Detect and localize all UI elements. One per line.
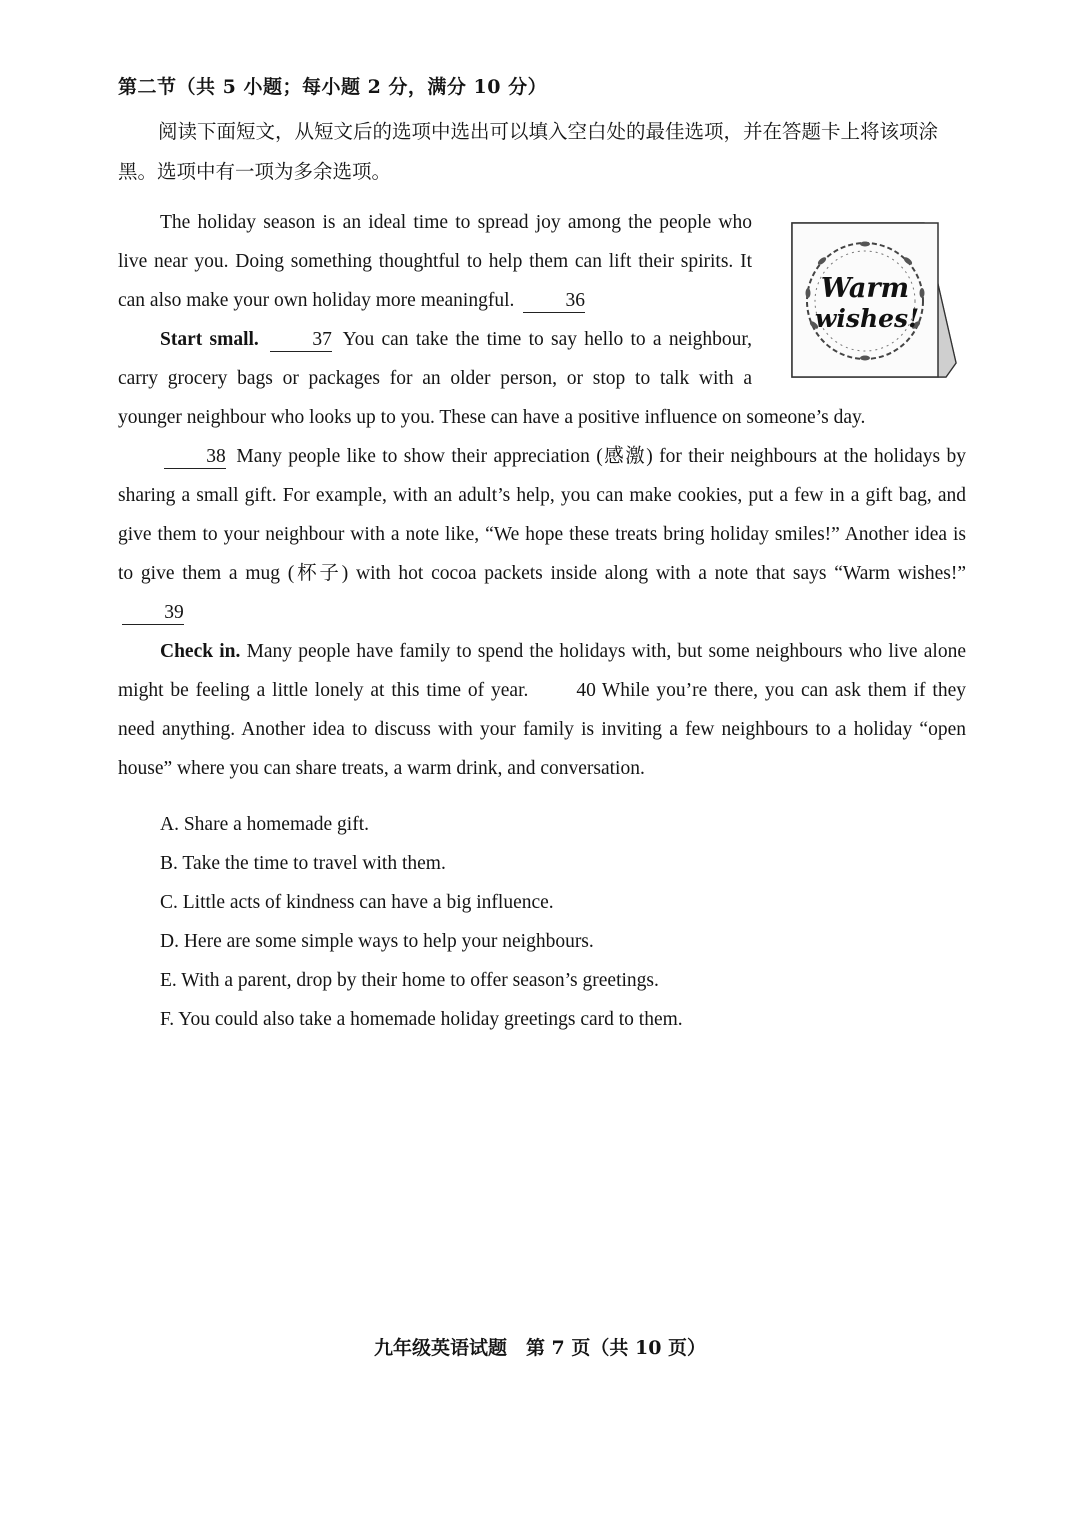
page-footer: 九年级英语试题 第 7 页（共 10 页） [373,1337,707,1359]
blank-37: 37 [270,329,332,352]
blank-38: 38 [164,446,226,469]
blank-39: 39 [122,602,184,625]
paragraph-2-heading: Start small. [160,329,259,350]
card-text-wishes: wishes! [814,304,920,333]
option-d: D. Here are some simple ways to help your neighbours. [160,931,594,952]
blank-36: 36 [523,290,585,313]
paragraph-1-text: The holiday season is an ideal time to spread joy among the people who live near you. Doing something thoughtful to help them can lift their spirits. It can also make your own holiday more meaningful. [118,212,752,311]
card-text-warm: Warm [820,273,910,304]
option-c: C. Little acts of kindness can have a big influence. [160,892,554,913]
reading-passage [118,203,966,788]
paragraph-4-text-b: While you’re there, you can ask them if they need anything. Another idea to discuss with your family is inviting a few neighbours to a holiday “open house” where you can share treats, a warm drink, and conversation. [118,680,966,779]
blank-40: 40 [576,680,596,701]
warm-wishes-card-illustration [774,213,966,387]
paragraph-4-heading: Check in. [160,641,241,662]
passage-paragraph-3 [118,437,966,632]
option-a: A. Share a homemade gift. [160,814,370,835]
warm-wishes-card-icon [774,213,966,387]
option-b: B. Take the time to travel with them. [160,853,446,874]
paragraph-4-text-a: Many people have family to spend the holidays with, but some neighbours who live alone might be feeling a little lonely at this time of year. [118,641,966,701]
section-title: 第二节（共 5 小题；每小题 2 分，满分 10 分） [118,76,548,98]
passage-paragraph-4 [118,632,966,788]
paragraph-2-text: You can take the time to say hello to a neighbour, carry grocery bags or packages for an older person, or stop to talk with a younger neighbour who looks up to you. These can have a positive influence on someone’s day. [118,329,866,428]
option-f: F. You could also take a homemade holiday greetings card to them. [160,1009,683,1030]
answer-options [160,805,683,1039]
option-e: E. With a parent, drop by their home to offer season’s greetings. [160,970,659,991]
section-instructions: 阅读下面短文，从短文后的选项中选出可以填入空白处的最佳选项，并在答题卡上将该项涂黑。选项中有一项为多余选项。 [118,120,939,183]
paragraph-3-text: Many people like to show their appreciation (感激) for their neighbours at the holidays by sharing a small gift. For example, with an adult’s help, you can make cookies, put a few in a gift bag, and give them to your neighbour with a note like, “We hope these treats bring holiday smiles!” Another idea is to give them a mug (杯子) with hot cocoa packets inside along with a note that says “Warm wishes!” [118,446,966,584]
